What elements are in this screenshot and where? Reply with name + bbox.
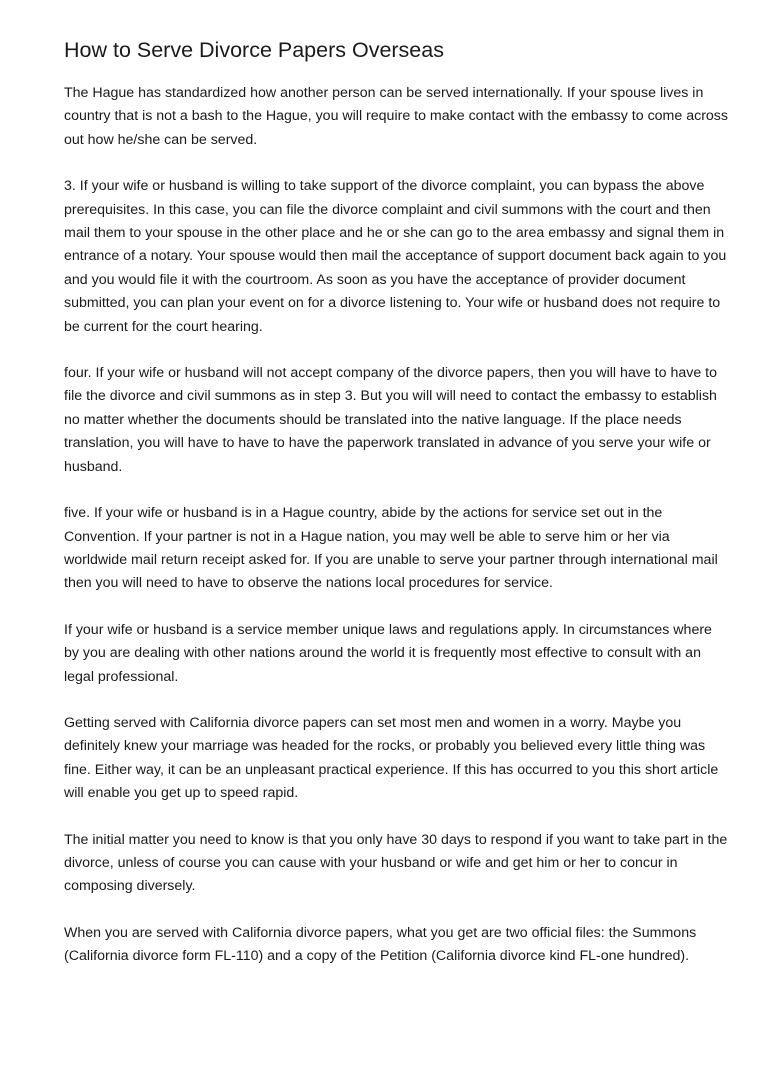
page-title: How to Serve Divorce Papers Overseas (64, 38, 444, 62)
paragraph-30-days: The initial matter you need to know is that you only have 30 days to respond if you want to take part in the divorce, unless of course you can cause with your husband or wife and get him or her to concur in composing diversely. (64, 831, 728, 895)
paragraph-california-intro: Getting served with California divorce papers can set most men and women in a worry. Maybe you definitely knew your marriage was headed for the rocks, or probably you believed every little thing was fine. Either way, it can be an unpleasant practical experience. If this has occurred to you this short article will enable you get up to speed rapid. (64, 714, 719, 802)
paragraph-service-member: If your wife or husband is a service member unique laws and regulations apply. In circumstances where by you are dealing with other nations around the world it is frequently most effective to consult with an legal professional. (64, 621, 712, 685)
paragraph-step-5: five. If your wife or husband is in a Hague country, abide by the actions for service set out in the Convention. If your partner is not in a Hague nation, you may well be able to serve him or her via worldwide mail return receipt asked for. If you are unable to serve your partner through international mail then you will need to have to observe the nations local procedures for service. (64, 505, 718, 592)
paragraph-step-3: 3. If your wife or husband is willing to take support of the divorce complaint, you can bypass the above prerequisites. In this case, you can file the divorce complaint and civil summons with the court and then mail them to your spouse in the other place and he or she can go to the area embassy and signal them in entrance of a notary. Your spouse would then mail the acceptance of support document back again to you and you would file it with the courtroom. As soon as you have the acceptance of provider document submitted, you can plan your event on for a divorce listening to. Your wife or husband does not require to be current for the court hearing. (64, 178, 727, 335)
paragraph-hague-intro: The Hague has standardized how another person can be served internationally. If your spouse lives in country that is not a bash to the Hague, you will require to make contact with the embassy to come across out how he/she can be served. (64, 85, 728, 148)
paragraph-step-4: four. If your wife or husband will not accept company of the divorce papers, then you will have to have to file the divorce and civil summons as in step 3. But you will will need to contact the embassy to establish no matter whether the documents should be translated into the native language. If the place needs translation, you will have to have to have the paperwork translated in advance of you serve your wife or husband. (64, 365, 717, 475)
paragraph-official-files: When you are served with California divorce papers, what you get are two official files: the Summons (California divorce form FL-110) and a copy of the Petition (California divorce kind FL-one hundred). (64, 924, 697, 965)
article-body (64, 82, 728, 969)
